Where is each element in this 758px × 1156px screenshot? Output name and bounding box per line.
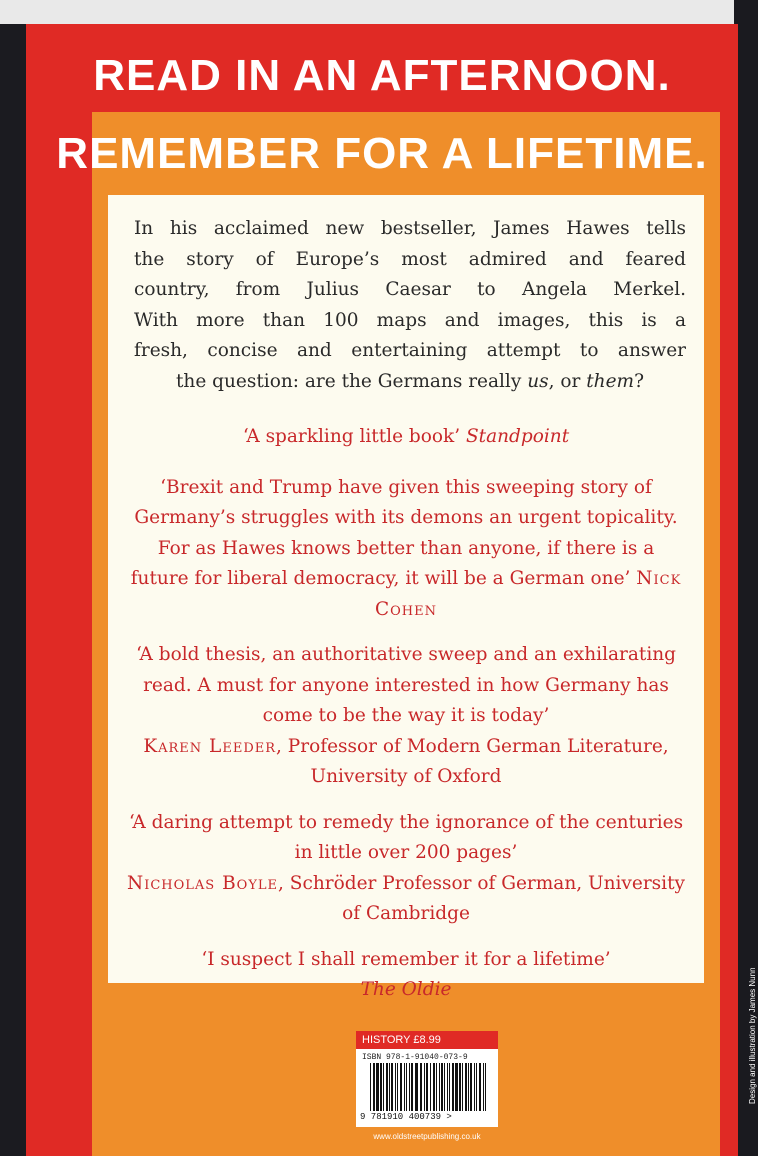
barcode-box [356, 1031, 498, 1127]
barcode-bar [424, 1063, 425, 1111]
barcode-bar [483, 1063, 484, 1111]
barcode-bar [439, 1063, 440, 1111]
barcode-bar [459, 1063, 461, 1111]
blurb-line: fresh, concise and entertaining attempt to answer [134, 340, 686, 361]
quote-text: ‘A bold thesis, an authoritative sweep and an exhilarating read. A must for anyone interested in how Germany has come to be the way it is today’ [135, 644, 676, 726]
barcode-bar [452, 1063, 454, 1111]
quote-text: ‘Brexit and Trump have given this sweeping story of Germany’s struggles with its demons an urgent topicality. For as Hawes knows better than anyone, if there is a future for liberal democracy, it will be a German one’ [130, 476, 678, 589]
blurb-line-last [134, 367, 686, 398]
headline-read: READ IN AN AFTERNOON. [93, 51, 671, 100]
barcode-bar [386, 1063, 388, 1111]
quote-text: ‘I suspect I shall remember it for a lifetime’ [201, 948, 611, 970]
quote-text: ‘A sparkling little book’ [242, 426, 466, 447]
barcode-bar [373, 1063, 375, 1111]
barcode-bar [441, 1063, 443, 1111]
barcode-bar [397, 1063, 398, 1111]
blurb-line: country, from Julius Caesar to Angela Merkel. [134, 279, 686, 300]
barcode-bar [455, 1063, 458, 1111]
barcode-bar [383, 1063, 384, 1111]
barcode-bar [474, 1063, 475, 1111]
quote-source: Standpoint [466, 426, 570, 447]
blurb-line: the story of Europe’s most admired and feared [134, 248, 686, 270]
barcode-bar [485, 1063, 486, 1111]
quote-source: The Oldie [360, 979, 452, 1000]
barcode-bar [409, 1063, 410, 1111]
quote-affiliation: , Professor of Modern German Literature, University of Oxford [276, 735, 669, 787]
barcode-bar [415, 1063, 418, 1111]
quote-author: Nick Cohen [374, 568, 682, 620]
category-price: HISTORY £8.99 [356, 1031, 498, 1049]
barcode-bar [449, 1063, 450, 1111]
barcode-bar [430, 1063, 431, 1111]
barcode-bar [470, 1063, 472, 1111]
barcode-bar [444, 1063, 445, 1111]
blurb-them: them [586, 370, 635, 392]
design-credit: Design and illustration by James Nunn [748, 967, 757, 1104]
barcode-bar [447, 1063, 448, 1111]
barcode-bar [370, 1063, 371, 1111]
barcode-bars [370, 1063, 492, 1111]
barcode-bar [400, 1063, 402, 1111]
quote-oldie [126, 945, 686, 1006]
barcode-bar [426, 1063, 428, 1111]
barcode-bar [468, 1063, 469, 1111]
blurb-text: the question: are the Germans really [175, 370, 528, 392]
isbn-text: ISBN 978-1-91040-073-9 [362, 1053, 468, 1062]
barcode-bar [389, 1063, 390, 1111]
blurb-line: In his acclaimed new bestseller, James Hawes tells [134, 218, 686, 239]
barcode-bar [476, 1063, 477, 1111]
barcode-bar [465, 1063, 467, 1111]
blurb-text: , or [548, 370, 587, 392]
barcode-bar [406, 1063, 407, 1111]
quote-affiliation: , Schröder Professor of German, University of Cambridge [278, 872, 685, 924]
barcode-bar [380, 1063, 382, 1111]
publisher-url: www.oldstreetpublishing.co.uk [373, 1132, 481, 1141]
barcode-bar [462, 1063, 463, 1111]
barcode-bar [411, 1063, 413, 1111]
barcode-bar [436, 1063, 437, 1111]
blurb-line: With more than 100 maps and images, this is a [134, 309, 686, 331]
barcode-digits: 9 781910 400739 > [360, 1112, 452, 1122]
blurb-text: ? [634, 370, 644, 392]
barcode-bar [404, 1063, 405, 1111]
barcode-bar [376, 1063, 379, 1111]
barcode-bar [420, 1063, 422, 1111]
quote-cohen [126, 473, 686, 626]
barcode-bar [433, 1063, 435, 1111]
blurb [134, 214, 686, 397]
blurb-us: us [527, 370, 549, 392]
barcode-bar [391, 1063, 393, 1111]
book-back-cover [26, 24, 757, 1156]
quote-standpoint [126, 422, 686, 453]
top-edge [0, 0, 758, 24]
barcode-bar [395, 1063, 396, 1111]
headline-remember: REMEMBER FOR A LIFETIME. [56, 129, 708, 178]
quote-author: Karen Leeder [143, 735, 277, 757]
quote-text: ‘A daring attempt to remedy the ignorance of the centuries in little over 200 pages’ [128, 811, 684, 863]
review-quotes [126, 422, 686, 1021]
quote-leeder [126, 640, 686, 793]
barcode-bar [479, 1063, 481, 1111]
quote-boyle [126, 808, 686, 930]
quote-author: Nicholas Boyle [127, 872, 279, 894]
